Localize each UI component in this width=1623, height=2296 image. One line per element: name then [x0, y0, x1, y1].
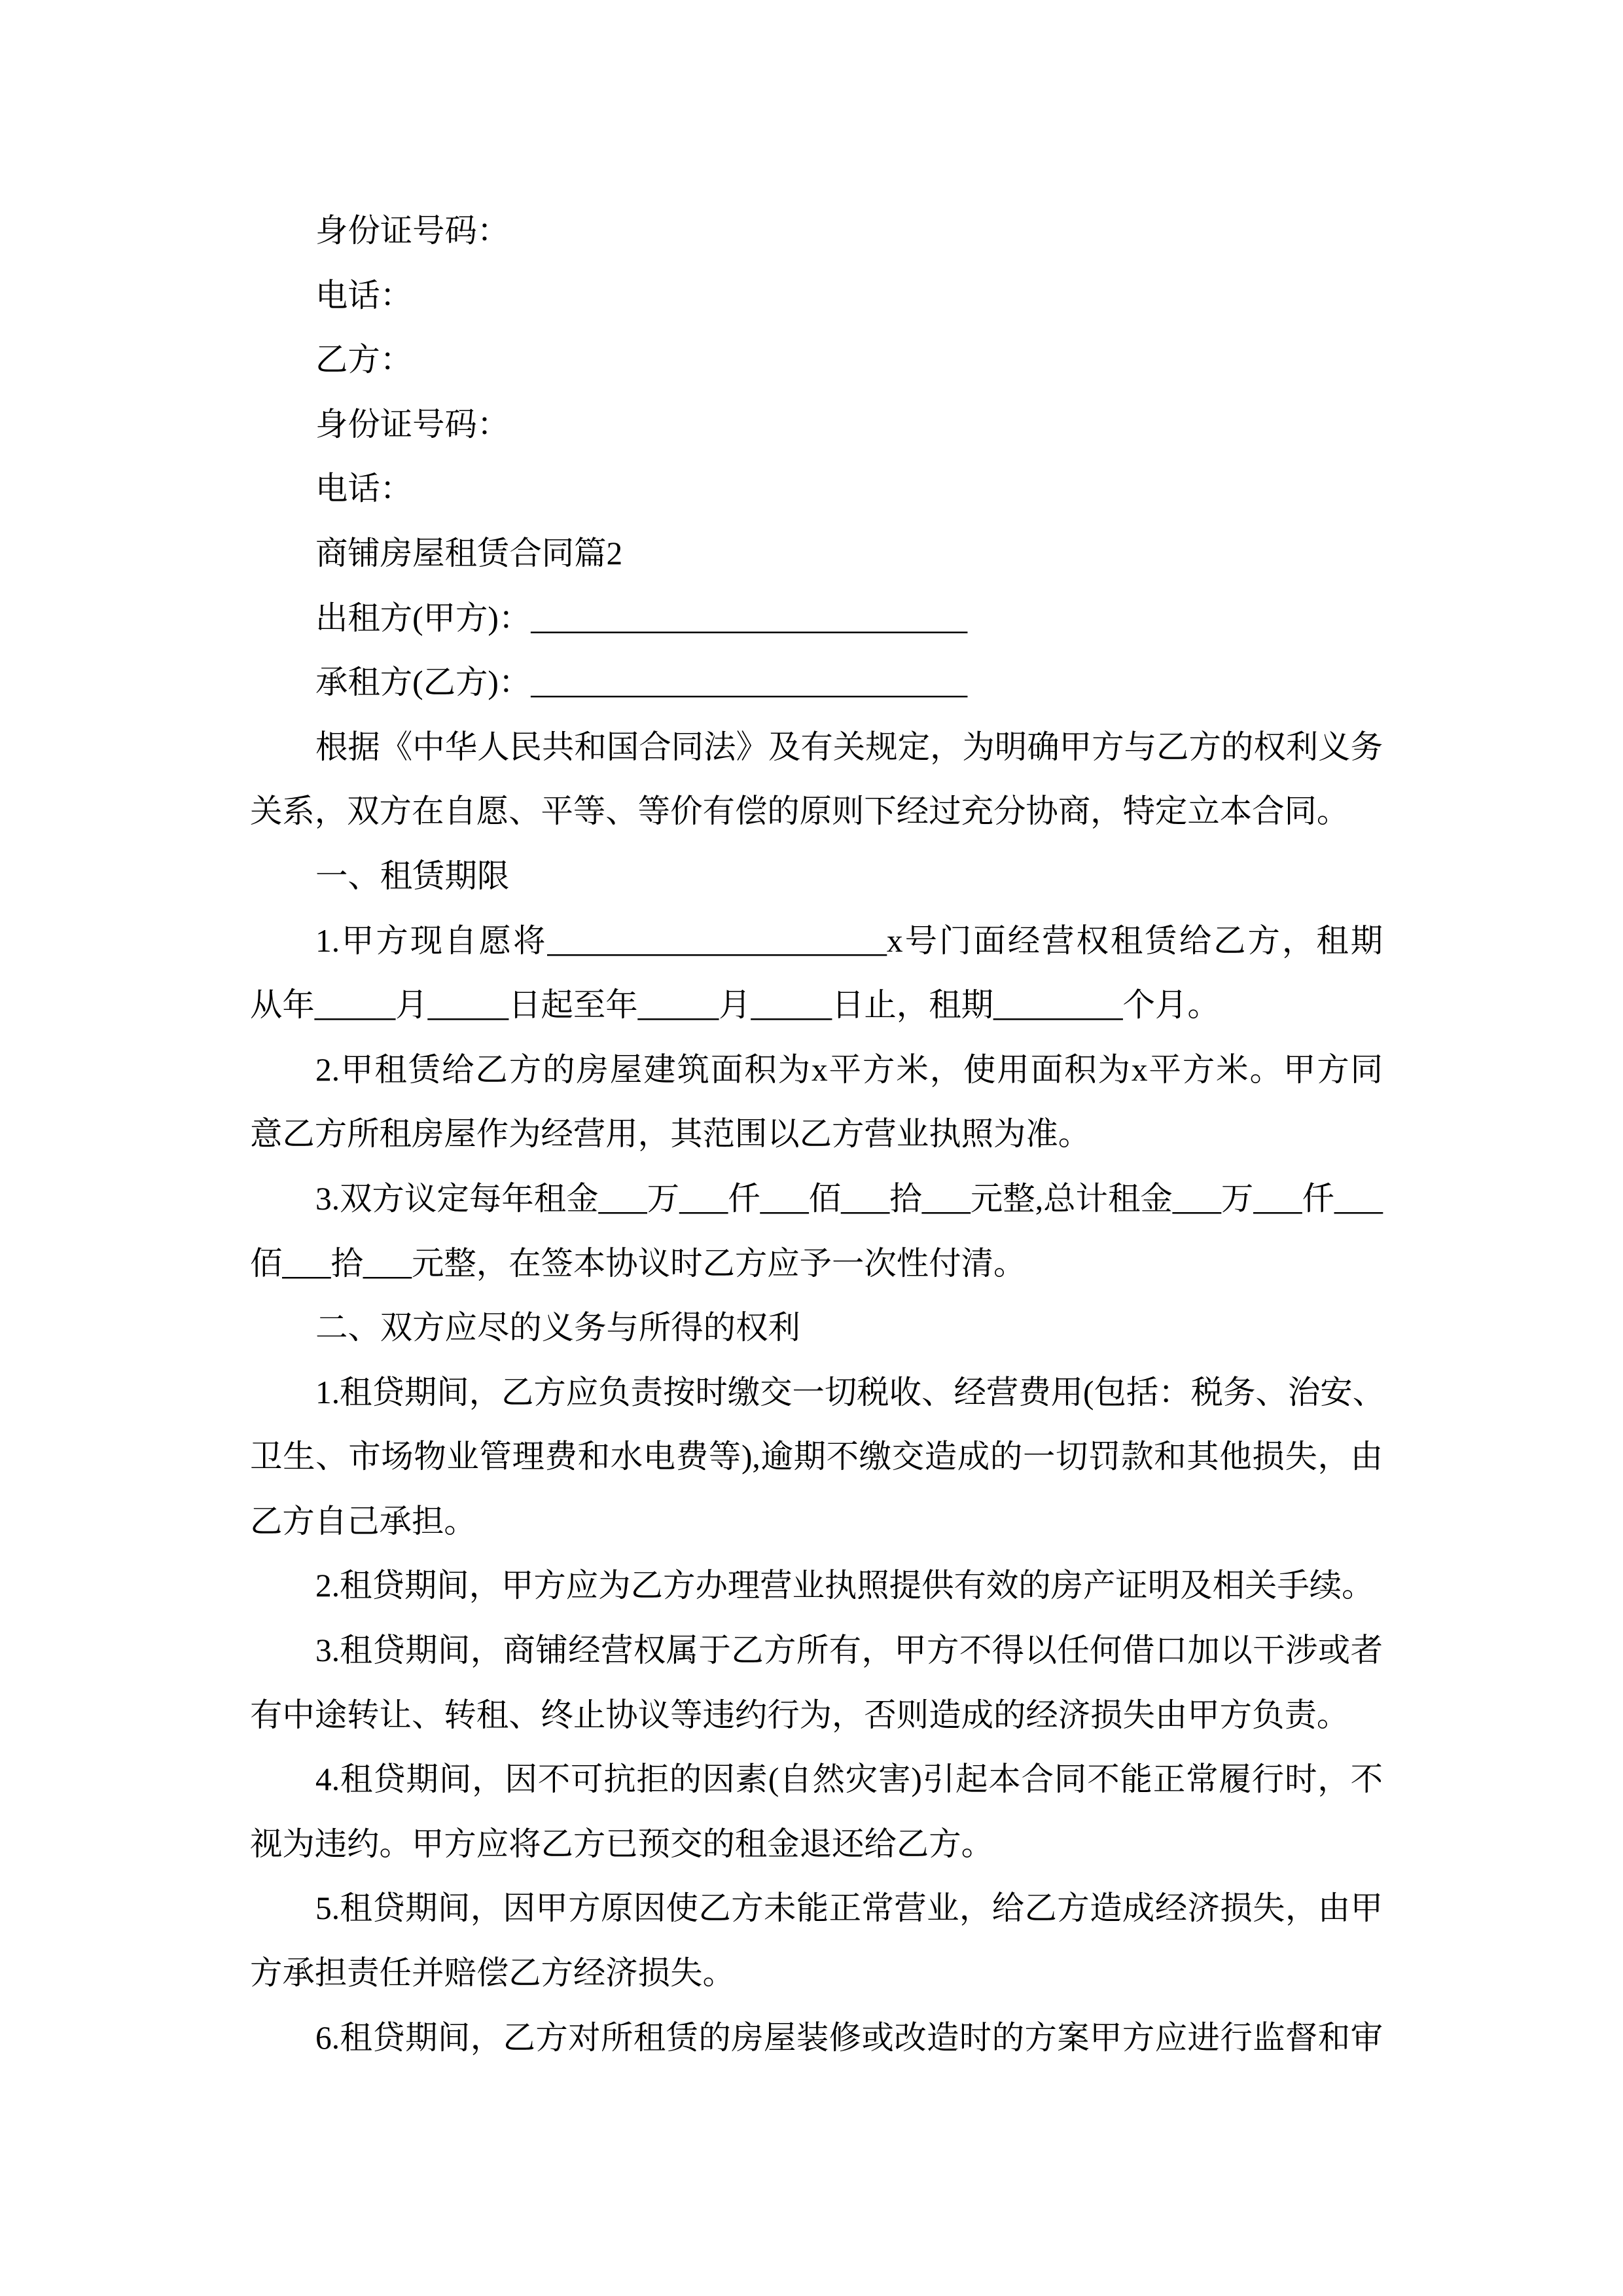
paragraph-line: 2.租贷期间，甲方应为乙方办理营业执照提供有效的房产证明及相关手续。 — [315, 1568, 1374, 1604]
paragraph-line: 从年_____月_____日起至年_____月_____日止，租期________个月。 — [250, 987, 1220, 1024]
clause-1-3 — [250, 1167, 1383, 1296]
paragraph-line: 卫生、市场物业管理费和水电费等),逾期不缴交造成的一切罚款和其他损失，由 — [250, 1439, 1383, 1475]
paragraph-line: 视为违约。甲方应将乙方已预交的租金退还给乙方。 — [250, 1825, 993, 1862]
contract-title — [250, 522, 1383, 586]
section-heading-obligations — [250, 1296, 1383, 1361]
paragraph-line: 1.租贷期间，乙方应负责按时缴交一切税收、经营费用(包括：税务、治安、 — [315, 1374, 1385, 1410]
paragraph-line: 方承担责任并赔偿乙方经济损失。 — [250, 1955, 735, 1992]
paragraph-line: 出租方(甲方)：___________________________ — [315, 600, 968, 636]
party-b-line — [250, 328, 1383, 393]
paragraph-line: 有中途转让、转租、终止协议等违约行为，否则造成的经济损失由甲方负责。 — [250, 1696, 1349, 1733]
clause-2-5 — [250, 1876, 1383, 2005]
paragraph-line: 身份证号码： — [315, 406, 510, 442]
paragraph-line: 3.租贷期间，商铺经营权属于乙方所有，甲方不得以任何借口加以干涉或者 — [315, 1632, 1383, 1669]
clause-2-1 — [250, 1361, 1383, 1554]
clause-2-2 — [250, 1554, 1383, 1619]
lessor-line — [250, 586, 1383, 651]
paragraph-line: 6.租贷期间，乙方对所租赁的房屋装修或改造时的方案甲方应进行监督和审 — [315, 2019, 1383, 2056]
party-b-id-number-line — [250, 393, 1383, 457]
paragraph-line: 意乙方所租房屋作为经营用，其范围以乙方营业执照为准。 — [250, 1116, 1091, 1153]
section-heading-lease-term — [250, 844, 1383, 909]
paragraph-line: 2.甲租赁给乙方的房屋建筑面积为x平方米，使用面积为x平方米。甲方同 — [315, 1051, 1383, 1088]
paragraph-line: 商铺房屋租赁合同篇2 — [315, 535, 623, 571]
paragraph-line: 身份证号码： — [315, 213, 510, 249]
lessee-line — [250, 651, 1383, 715]
paragraph-line: 根据《中华人民共和国合同法》及有关规定，为明确甲方与乙方的权利义务 — [315, 728, 1383, 765]
paragraph-line: 3.双方议定每年租金___万___仟___佰___拾___元整,总计租金___万___仟___ — [315, 1180, 1383, 1217]
paragraph-line: 关系，双方在自愿、平等、等价有偿的原则下经过充分协商，特定立本合同。 — [250, 793, 1349, 830]
paragraph-line: 电话： — [315, 471, 413, 507]
paragraph-line: 二、双方应尽的义务与所得的权利 — [315, 1310, 800, 1346]
paragraph-line: 乙方自己承担。 — [250, 1503, 476, 1539]
clause-1-2 — [250, 1038, 1383, 1167]
paragraph-line: 佰___拾___元整，在签本协议时乙方应予一次性付清。 — [250, 1245, 1026, 1282]
paragraph-line: 1.甲方现自愿将_____________________x号门面经营权租赁给乙方，租期 — [315, 922, 1383, 959]
paragraph-line: 5.租贷期间，因甲方原因使乙方未能正常营业，给乙方造成经济损失，由甲 — [315, 1890, 1383, 1927]
document-body — [250, 199, 1383, 2070]
paragraph-line: 承租方(乙方)：___________________________ — [315, 664, 968, 701]
paragraph-line: 4.租贷期间，因不可抗拒的因素(自然灾害)引起本合同不能正常履行时，不 — [315, 1761, 1383, 1798]
paragraph-line: 乙方： — [315, 342, 413, 378]
clause-2-4 — [250, 1748, 1383, 1876]
party-b-phone-line — [250, 457, 1383, 522]
paragraph-line: 一、租赁期限 — [315, 857, 510, 894]
clause-2-3 — [250, 1619, 1383, 1748]
clause-2-6 — [250, 2006, 1383, 2071]
party-a-phone-line — [250, 264, 1383, 329]
party-a-id-number-line — [250, 199, 1383, 264]
clause-1-1 — [250, 909, 1383, 1038]
preamble-paragraph — [250, 715, 1383, 844]
paragraph-line: 电话： — [315, 277, 413, 314]
